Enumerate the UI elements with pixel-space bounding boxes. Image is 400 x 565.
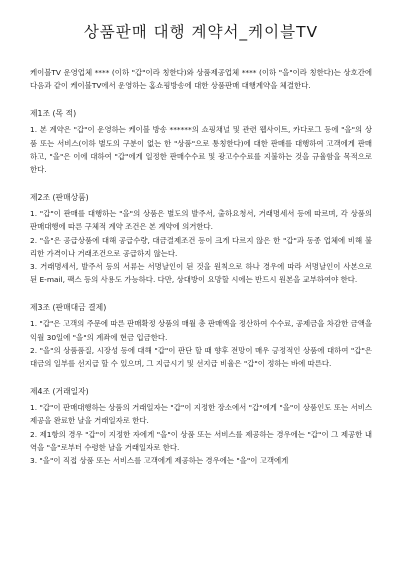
article-paragraph: 2. 제1항의 경우 "갑"이 지정한 자에게 "을"이 상품 또는 서비스를 제공하는 경우에는 "갑"이 그 제공한 내역을 "을"로부터 수령한 날을 거래일자로 한다. xyxy=(30,429,372,452)
article-paragraph: 1. "갑"은 고객의 주문에 따른 판매확정 상품의 매월 총 판매액을 정산하여 수수료, 공제금을 차감한 금액을 익월 30일에 "을"의 계좌에 현금 입금한다. xyxy=(30,319,372,342)
article-paragraph: 1. "갑"이 판매를 대행하는 "을"의 상품은 별도의 발주서, 출하요청서, 거래명세서 등에 따르며, 각 상품의 판매대행에 따른 구체적 계약 조건은 본 계약에 의거한다. xyxy=(30,209,372,232)
article-2 xyxy=(30,192,372,286)
article-paragraph: 1. "갑"이 판매대행하는 상품의 거래일자는 "갑"이 지정한 장소에서 "갑"에게 "을"이 상품인도 또는 서비스 제공을 완료한 날을 거래일자로 한다. xyxy=(30,403,372,426)
article-3 xyxy=(30,302,372,370)
document-title: 상품판매 대행 계약서_케이블TV xyxy=(83,23,319,41)
article-heading: 제2조 (판매상품) xyxy=(30,193,89,203)
article-paragraph: 3. "을"이 직접 상품 또는 서비스를 고객에게 제공하는 경우에는 "을"이 고객에게 xyxy=(30,456,289,466)
articles xyxy=(30,108,372,467)
article-paragraph: 3. 거래명세서, 발주서 등의 서류는 서명날인이 된 것을 원칙으로 하나 경우에 따라 서명날인이 사본으로 된 E-mail, 팩스 등의 사용도 가능하다. 다만, 상대방이 요망할 시에는 반드시 원본을 교부하여야 한다. xyxy=(30,262,372,285)
article-paragraph: 1. 본 계약은 "갑"이 운영하는 케이블 방송 ******의 쇼핑채널 및 관련 웹사이트, 카다로그 등에 "을"의 상품 또는 서비스(이하 별도의 구분이 없는 한 "상품"으로 통칭한다)에 대한 판매를 대행하여 고객에게 판매하고, "을"은 이에 대하여 "갑"에게 일정한 판매수수료 및 광고수수료를 지불하는 것을 규율함을 목적으로 한다. xyxy=(30,125,372,175)
article-heading: 제4조 (거래일자) xyxy=(30,387,89,397)
article-paragraph: 2. "을"은 공급상품에 대해 공급수량, 대금결제조건 등이 크게 다르지 않은 한 "갑"과 동종 업체에 비해 불리한 가격이나 거래조건으로 공급하지 않는다. xyxy=(30,235,372,258)
article-4 xyxy=(30,386,372,467)
article-paragraph: 2. "을"의 상품품질, 시장성 등에 대해 "갑"이 판단 할 때 향후 전망이 매우 긍정적인 상품에 대하여 "갑"은 대금의 일부를 선지급 할 수 있으며, 그 지급시기 및 선지급 비율은 "갑"이 정하는 바에 따른다. xyxy=(30,345,372,369)
article-1 xyxy=(30,108,372,176)
article-heading: 제1조 (목 적) xyxy=(30,109,77,119)
intro-paragraph: 케이블TV 운영업체 **** (이하 "갑"이라 칭한다)와 상품제공업체 **** (이하 "을"이라 칭한다)는 상호간에 다음과 같이 케이블TV에서 운영하는 홈쇼핑방송에 대한 상품판매 대행계약을 체결한다. xyxy=(30,68,372,91)
article-heading: 제3조 (판매대금 결제) xyxy=(30,303,107,313)
